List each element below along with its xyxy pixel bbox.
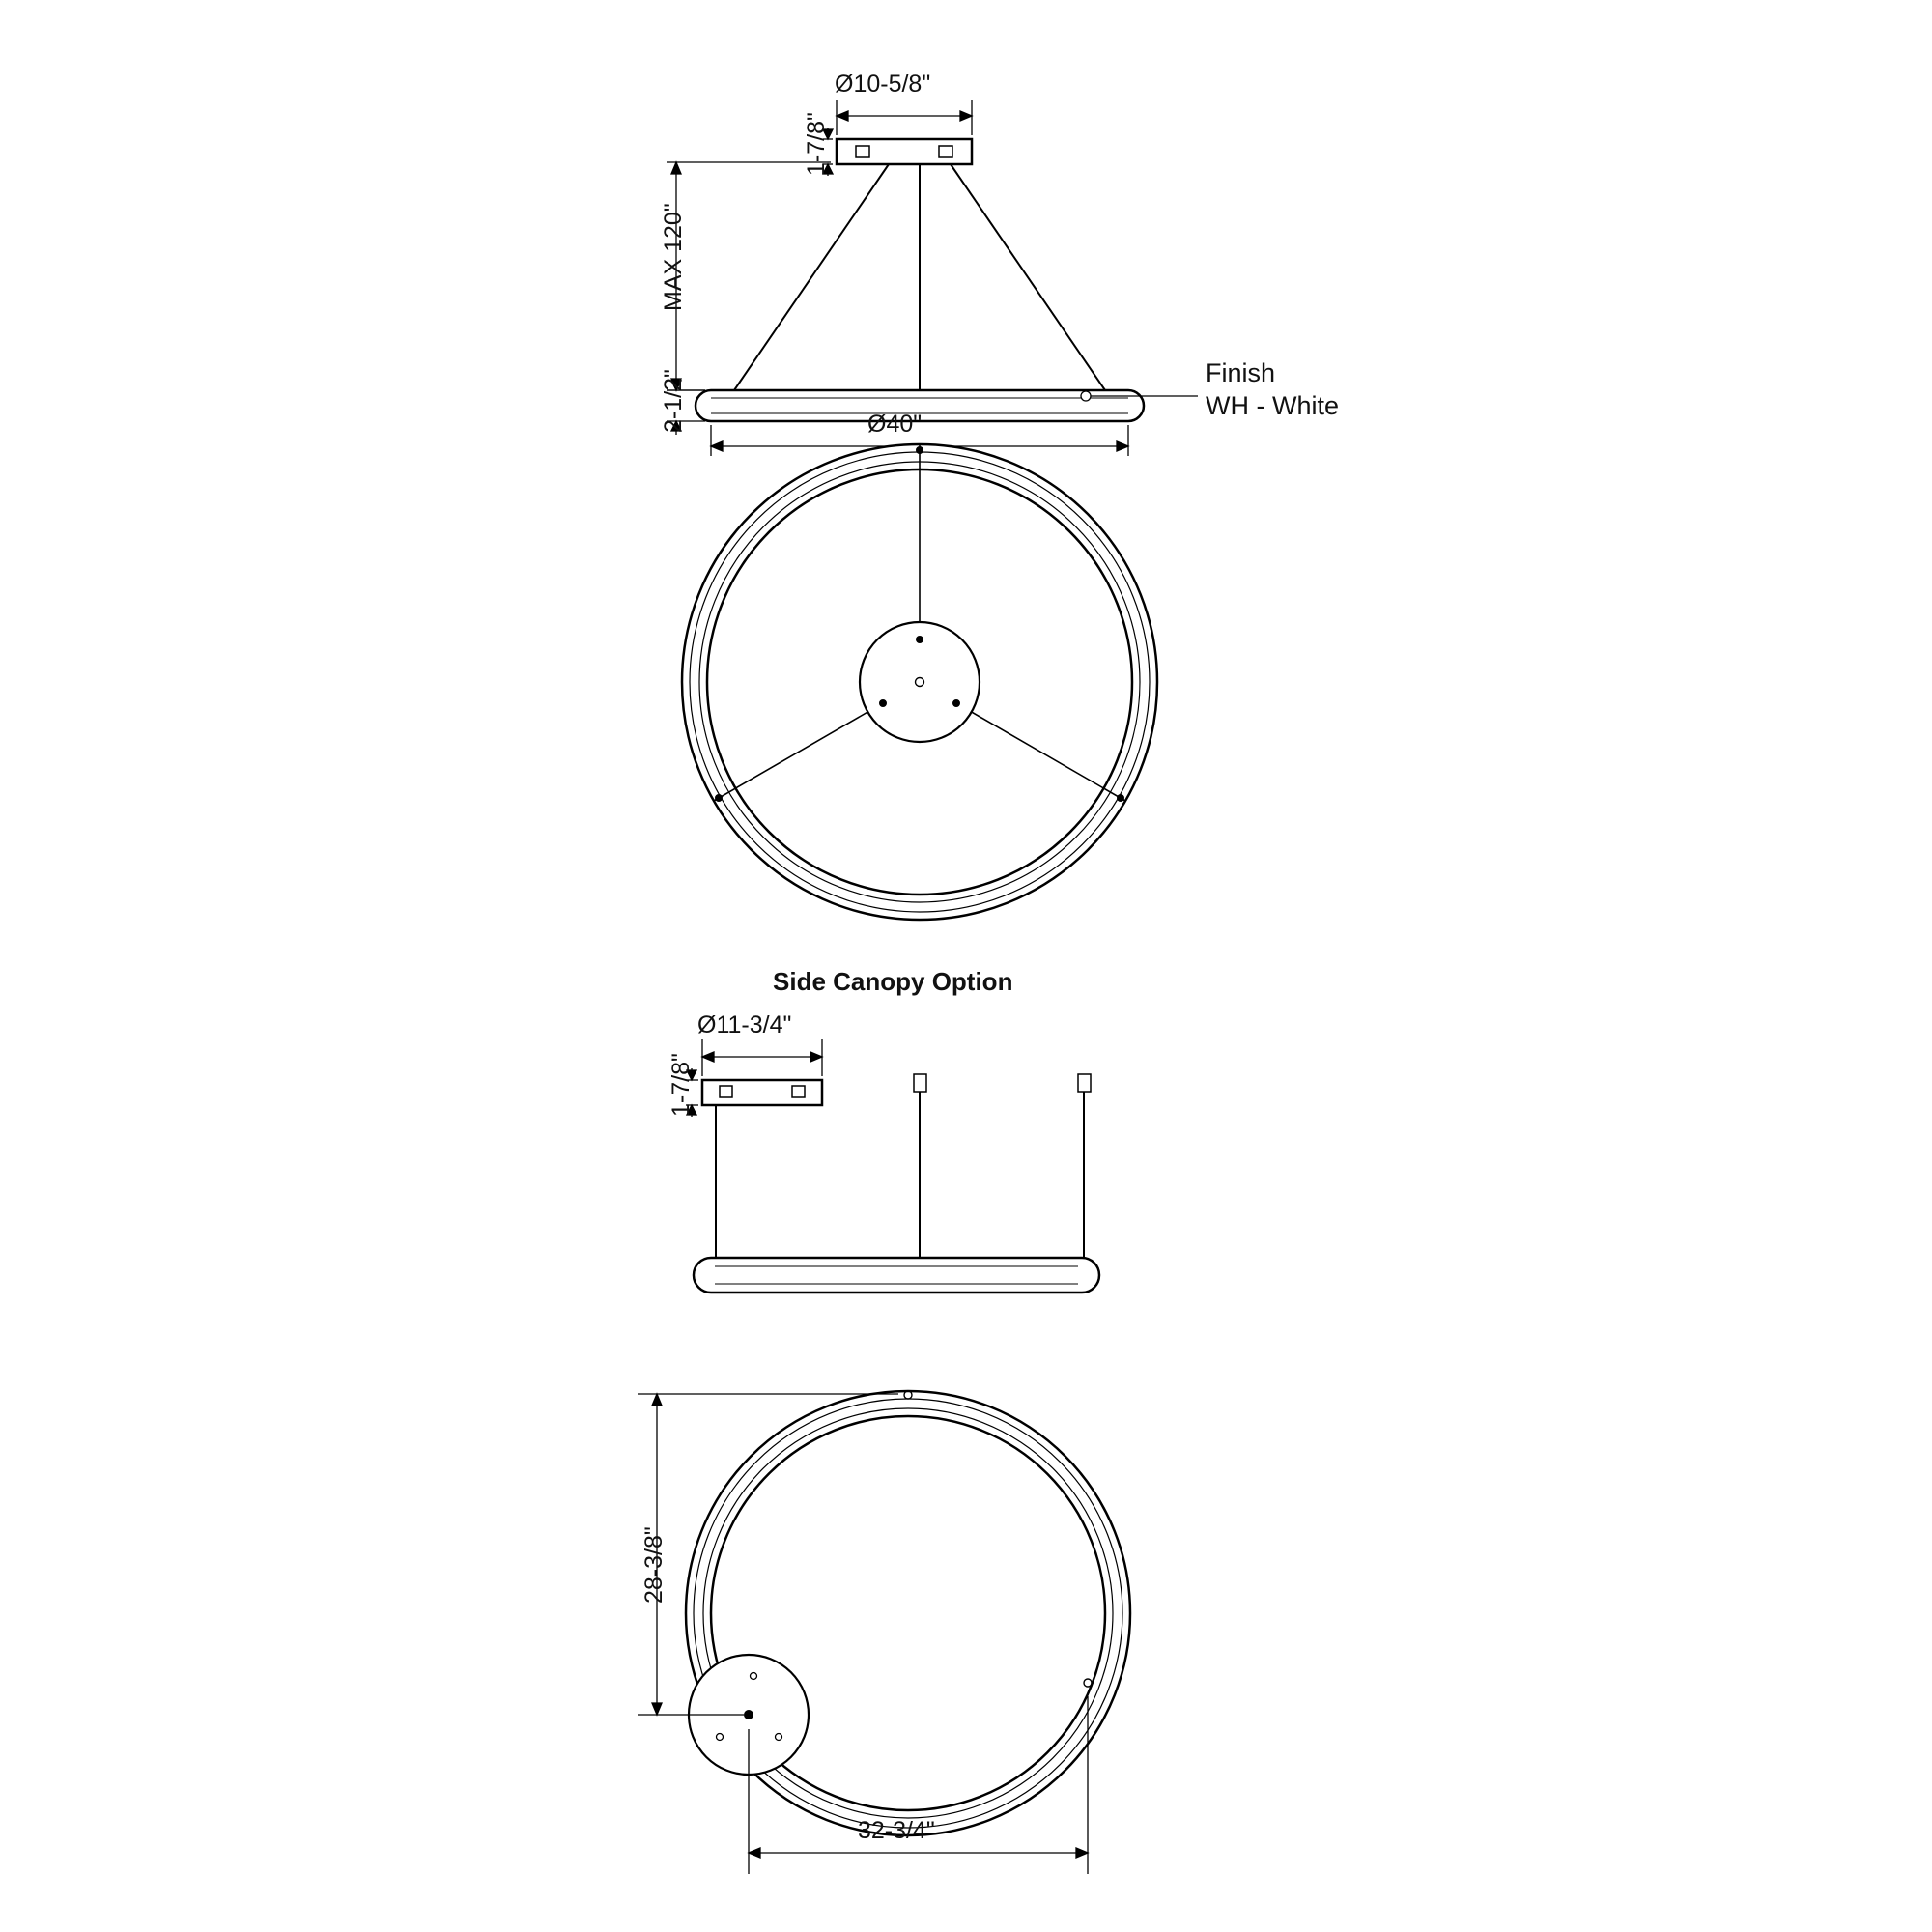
label-ring-diameter: Ø40" — [867, 411, 923, 438]
suspension-cables-elevation — [734, 164, 1105, 390]
side-canopy-plate-elevation — [702, 1080, 822, 1105]
dim-canopy-diameter — [837, 100, 972, 135]
label-ring-height: 2-1/2" — [660, 369, 687, 433]
label-finish-value: WH - White — [1206, 391, 1339, 420]
dim-max-drop — [667, 162, 831, 390]
ring-plan-view — [682, 444, 1157, 920]
side-canopy-ring-elevation — [694, 1258, 1099, 1293]
label-side-canopy-title: Side Canopy Option — [773, 967, 1013, 996]
label-canopy-height: 1-7/8" — [803, 112, 830, 176]
label-side-canopy-horizontal: 32-3/4" — [858, 1817, 935, 1844]
label-side-canopy-diameter: Ø11-3/4" — [697, 1011, 792, 1038]
dim-side-canopy-diameter — [702, 1039, 822, 1076]
canopy-plate-elevation — [837, 139, 972, 164]
label-side-canopy-height: 1-7/8" — [668, 1053, 695, 1117]
side-canopy-plan-view — [686, 1391, 1130, 1835]
label-max-drop: MAX 120" — [660, 203, 687, 311]
label-canopy-diameter: Ø10-5/8" — [835, 71, 931, 98]
label-side-canopy-vertical: 28-3/8" — [640, 1526, 668, 1604]
label-finish-title: Finish — [1206, 358, 1276, 387]
